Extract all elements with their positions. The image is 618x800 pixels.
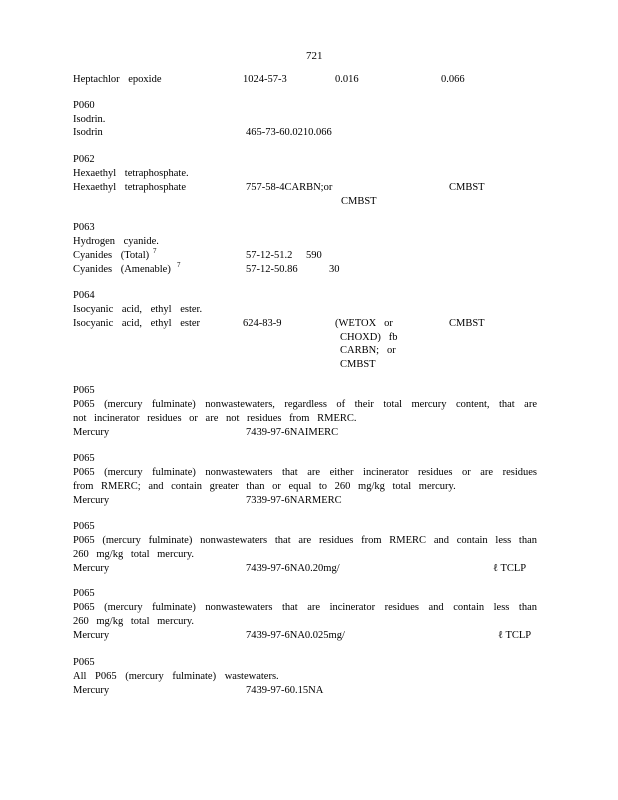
p065e-data: 7439-97-60.15NA (246, 685, 324, 696)
p065e-code: P065 (73, 657, 95, 668)
p062-cmbst-right: CMBST (449, 182, 485, 193)
top-row-value-2: 0.066 (441, 74, 465, 85)
p065a-data: 7439-97-6NAIMERC (246, 427, 339, 438)
p065b-data: 7339-97-6NARMERC (246, 495, 342, 506)
top-row-name: Heptachlor epoxide (73, 74, 162, 85)
p063-code: P063 (73, 222, 95, 233)
p065c-code: P065 (73, 521, 95, 532)
p065d-description: P065 (mercury fulminate) nonwastewaters that are incinerator residues and contain less than 260 mg/kg total mercury. (73, 602, 537, 627)
p065c-name: Mercury (73, 563, 110, 574)
p065d-name: Mercury (73, 630, 110, 641)
p063-row1-footnote: 7 (153, 247, 157, 255)
p063-line1: Hydrogen cyanide. (73, 236, 159, 247)
p062-cmbst-below: CMBST (341, 196, 377, 207)
p063-row1-data: 57-12-51.2 (246, 250, 293, 261)
p062-data: 757-58-4CARBN;or (246, 182, 333, 193)
p064-name: Isocyanic acid, ethyl ester (73, 318, 201, 329)
p065b-description: P065 (mercury fulminate) nonwastewaters that are either incinerator residues or are residues from RMERC; and contain greater than or equal to 260 mg/kg total mercury. (73, 467, 537, 492)
p065b-code: P065 (73, 453, 95, 464)
p063-row2-name: Cyanides (Amenable) (73, 264, 171, 275)
p065c-data: 7439-97-6NA0.20mg/ (246, 563, 340, 574)
p063-row1-name: Cyanides (Total) (73, 250, 150, 261)
p064-method-2: CHOXD) fb (340, 332, 398, 343)
p065e-line1: All P065 (mercury fulminate) wastewaters. (73, 671, 279, 682)
p063-row2-footnote: 7 (177, 261, 181, 269)
p065a-name: Mercury (73, 427, 110, 438)
p064-code: P064 (73, 290, 95, 301)
p063-row2-value: 30 (329, 264, 340, 275)
p060-line1: Isodrin. (73, 114, 106, 125)
p064-right: CMBST (449, 318, 485, 329)
p064-method-4: CMBST (340, 359, 376, 370)
top-row-value-1: 0.016 (335, 74, 359, 85)
p065d-data: 7439-97-6NA0.025mg/ (246, 630, 345, 641)
p064-method-1: (WETOX or (335, 318, 393, 329)
p062-code: P062 (73, 154, 95, 165)
p065c-description: P065 (mercury fulminate) nonwastewaters that are residues from RMERC and contain less than 260 mg/kg total mercury. (73, 535, 537, 560)
p065d-right: ℓ TCLP (498, 630, 532, 641)
p065a-description: P065 (mercury fulminate) nonwastewaters, regardless of their total mercury content, that are not incinerator residues or are not residues from RMERC. (73, 399, 537, 424)
p063-row2-data: 57-12-50.86 (246, 264, 298, 275)
p060-code: P060 (73, 100, 95, 111)
p063-row1-value: 590 (306, 250, 322, 261)
p064-method-3: CARBN; or (340, 345, 396, 356)
top-row-cas: 1024-57-3 (243, 74, 287, 85)
p060-data: 465-73-60.0210.066 (246, 127, 332, 138)
p065d-code: P065 (73, 588, 95, 599)
p065b-name: Mercury (73, 495, 110, 506)
p064-cas: 624-83-9 (243, 318, 282, 329)
p065c-right: ℓ TCLP (493, 563, 527, 574)
p064-line1: Isocyanic acid, ethyl ester. (73, 304, 203, 315)
p060-name: Isodrin (73, 127, 103, 138)
p062-name: Hexaethyl tetraphosphate (73, 182, 186, 193)
p062-line1: Hexaethyl tetraphosphate. (73, 168, 189, 179)
p065e-name: Mercury (73, 685, 110, 696)
page-number: 721 (306, 50, 323, 62)
p065a-code: P065 (73, 385, 95, 396)
